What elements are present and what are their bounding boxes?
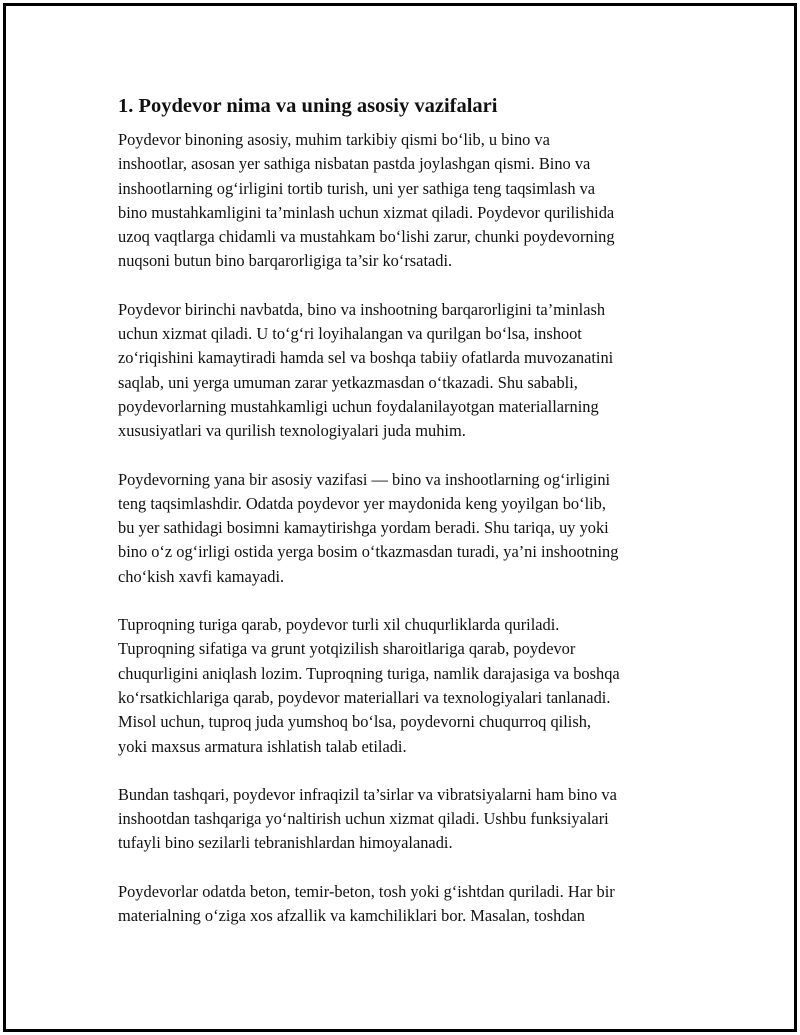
paragraph-line: uchun xizmat qiladi. U to‘g‘ri loyihalangan va qurilgan bo‘lsa, inshoot [118,324,582,344]
paragraph-3 [118,468,688,589]
paragraph-5 [118,783,688,856]
paragraph-line: materialning o‘ziga xos afzallik va kamchiliklari bor. Masalan, toshdan [118,906,585,926]
paragraph-line: inshootdan tashqariga yo‘naltirish uchun xizmat qiladi. Ushbu funksiyalari [118,809,609,829]
paragraph-line: Poydevor binoning asosiy, muhim tarkibiy qismi bo‘lib, u bino va [118,130,550,149]
section-heading: 1. Poydevor nima va uning asosiy vazifalari [118,95,498,117]
paragraph-line: xususiyatlari va qurilish texnologiyalari juda muhim. [118,421,466,441]
paragraph-line: uzoq vaqtlarga chidamli va mustahkam bo‘lishi zarur, chunki poydevorning [118,227,615,247]
paragraph-2 [118,298,688,444]
paragraph-line: tufayli bino sezilarli tebranishlardan himoyalanadi. [118,833,453,853]
paragraph-line: inshootlar, asosan yer sathiga nisbatan pastda joylashgan qismi. Bino va [118,154,591,174]
paragraph-line: Misol uchun, tuproq juda yumshoq bo‘lsa, poydevorni chuqurroq qilish, [118,712,592,732]
paragraph-line: zo‘riqishini kamaytiradi hamda sel va boshqa tabiiy ofatlarda muvozanatini [118,348,614,368]
paragraph-line: nuqsoni butun bino barqarorligiga ta’sir ko‘rsatadi. [118,251,453,271]
paragraph-1 [118,128,688,274]
paragraph-line: saqlab, uni yerga umuman zarar yetkazmasdan o‘tkazadi. Shu sababli, [118,372,578,392]
paragraph-4 [118,613,688,759]
paragraph-line: bino mustahkamligini ta’minlash uchun xizmat qiladi. Poydevor qurilishida [118,202,615,222]
paragraph-line: Bundan tashqari, poydevor infraqizil ta’sirlar va vibratsiyalarni ham bino va [118,784,617,804]
paragraph-6 [118,880,688,929]
paragraph-line: Tuproqning sifatiga va grunt yotqizilish sharoitlariga qarab, poydevor [118,639,576,659]
paragraph-line: teng taqsimlashdir. Odatda poydevor yer maydonida keng yoyilgan bo‘lib, [118,493,606,513]
paragraph-line: inshootlarning og‘irligini tortib turish, uni yer sathiga teng taqsimlash va [118,178,596,198]
paragraph-line: Poydevorlar odatda beton, temir-beton, tosh yoki g‘ishtdan quriladi. Har bir [118,881,615,901]
paragraph-line: Poydevorning yana bir asosiy vazifasi — bino va inshootlarning og‘irligini [118,469,611,489]
paragraph-line: Poydevor birinchi navbatda, bino va inshootning barqarorligini ta’minlash [118,299,606,319]
paragraph-line: bu yer sathidagi bosimni kamaytirishga yordam beradi. Shu tariqa, uy yoki [118,518,609,538]
paragraph-line: Tuproqning turiga qarab, poydevor turli xil chuqurliklarda quriladi. [118,615,560,635]
paragraph-line: yoki maxsus armatura ishlatish talab etiladi. [118,736,407,756]
paragraph-line: bino o‘z og‘irligi ostida yerga bosim o‘tkazmasdan turadi, ya’ni inshootning [118,542,619,562]
paragraph-line: ko‘rsatkichlariga qarab, poydevor materiallari va texnologiyalari tanlanadi. [118,687,611,707]
paragraph-line: chuqurligini aniqlash lozim. Tuproqning turiga, namlik darajasiga va boshqa [118,663,620,683]
paragraph-line: poydevorlarning mustahkamligi uchun foydalanilayotgan materiallarning [118,396,599,416]
paragraph-line: cho‘kish xavfi kamayadi. [118,566,285,586]
document-body [118,92,688,952]
